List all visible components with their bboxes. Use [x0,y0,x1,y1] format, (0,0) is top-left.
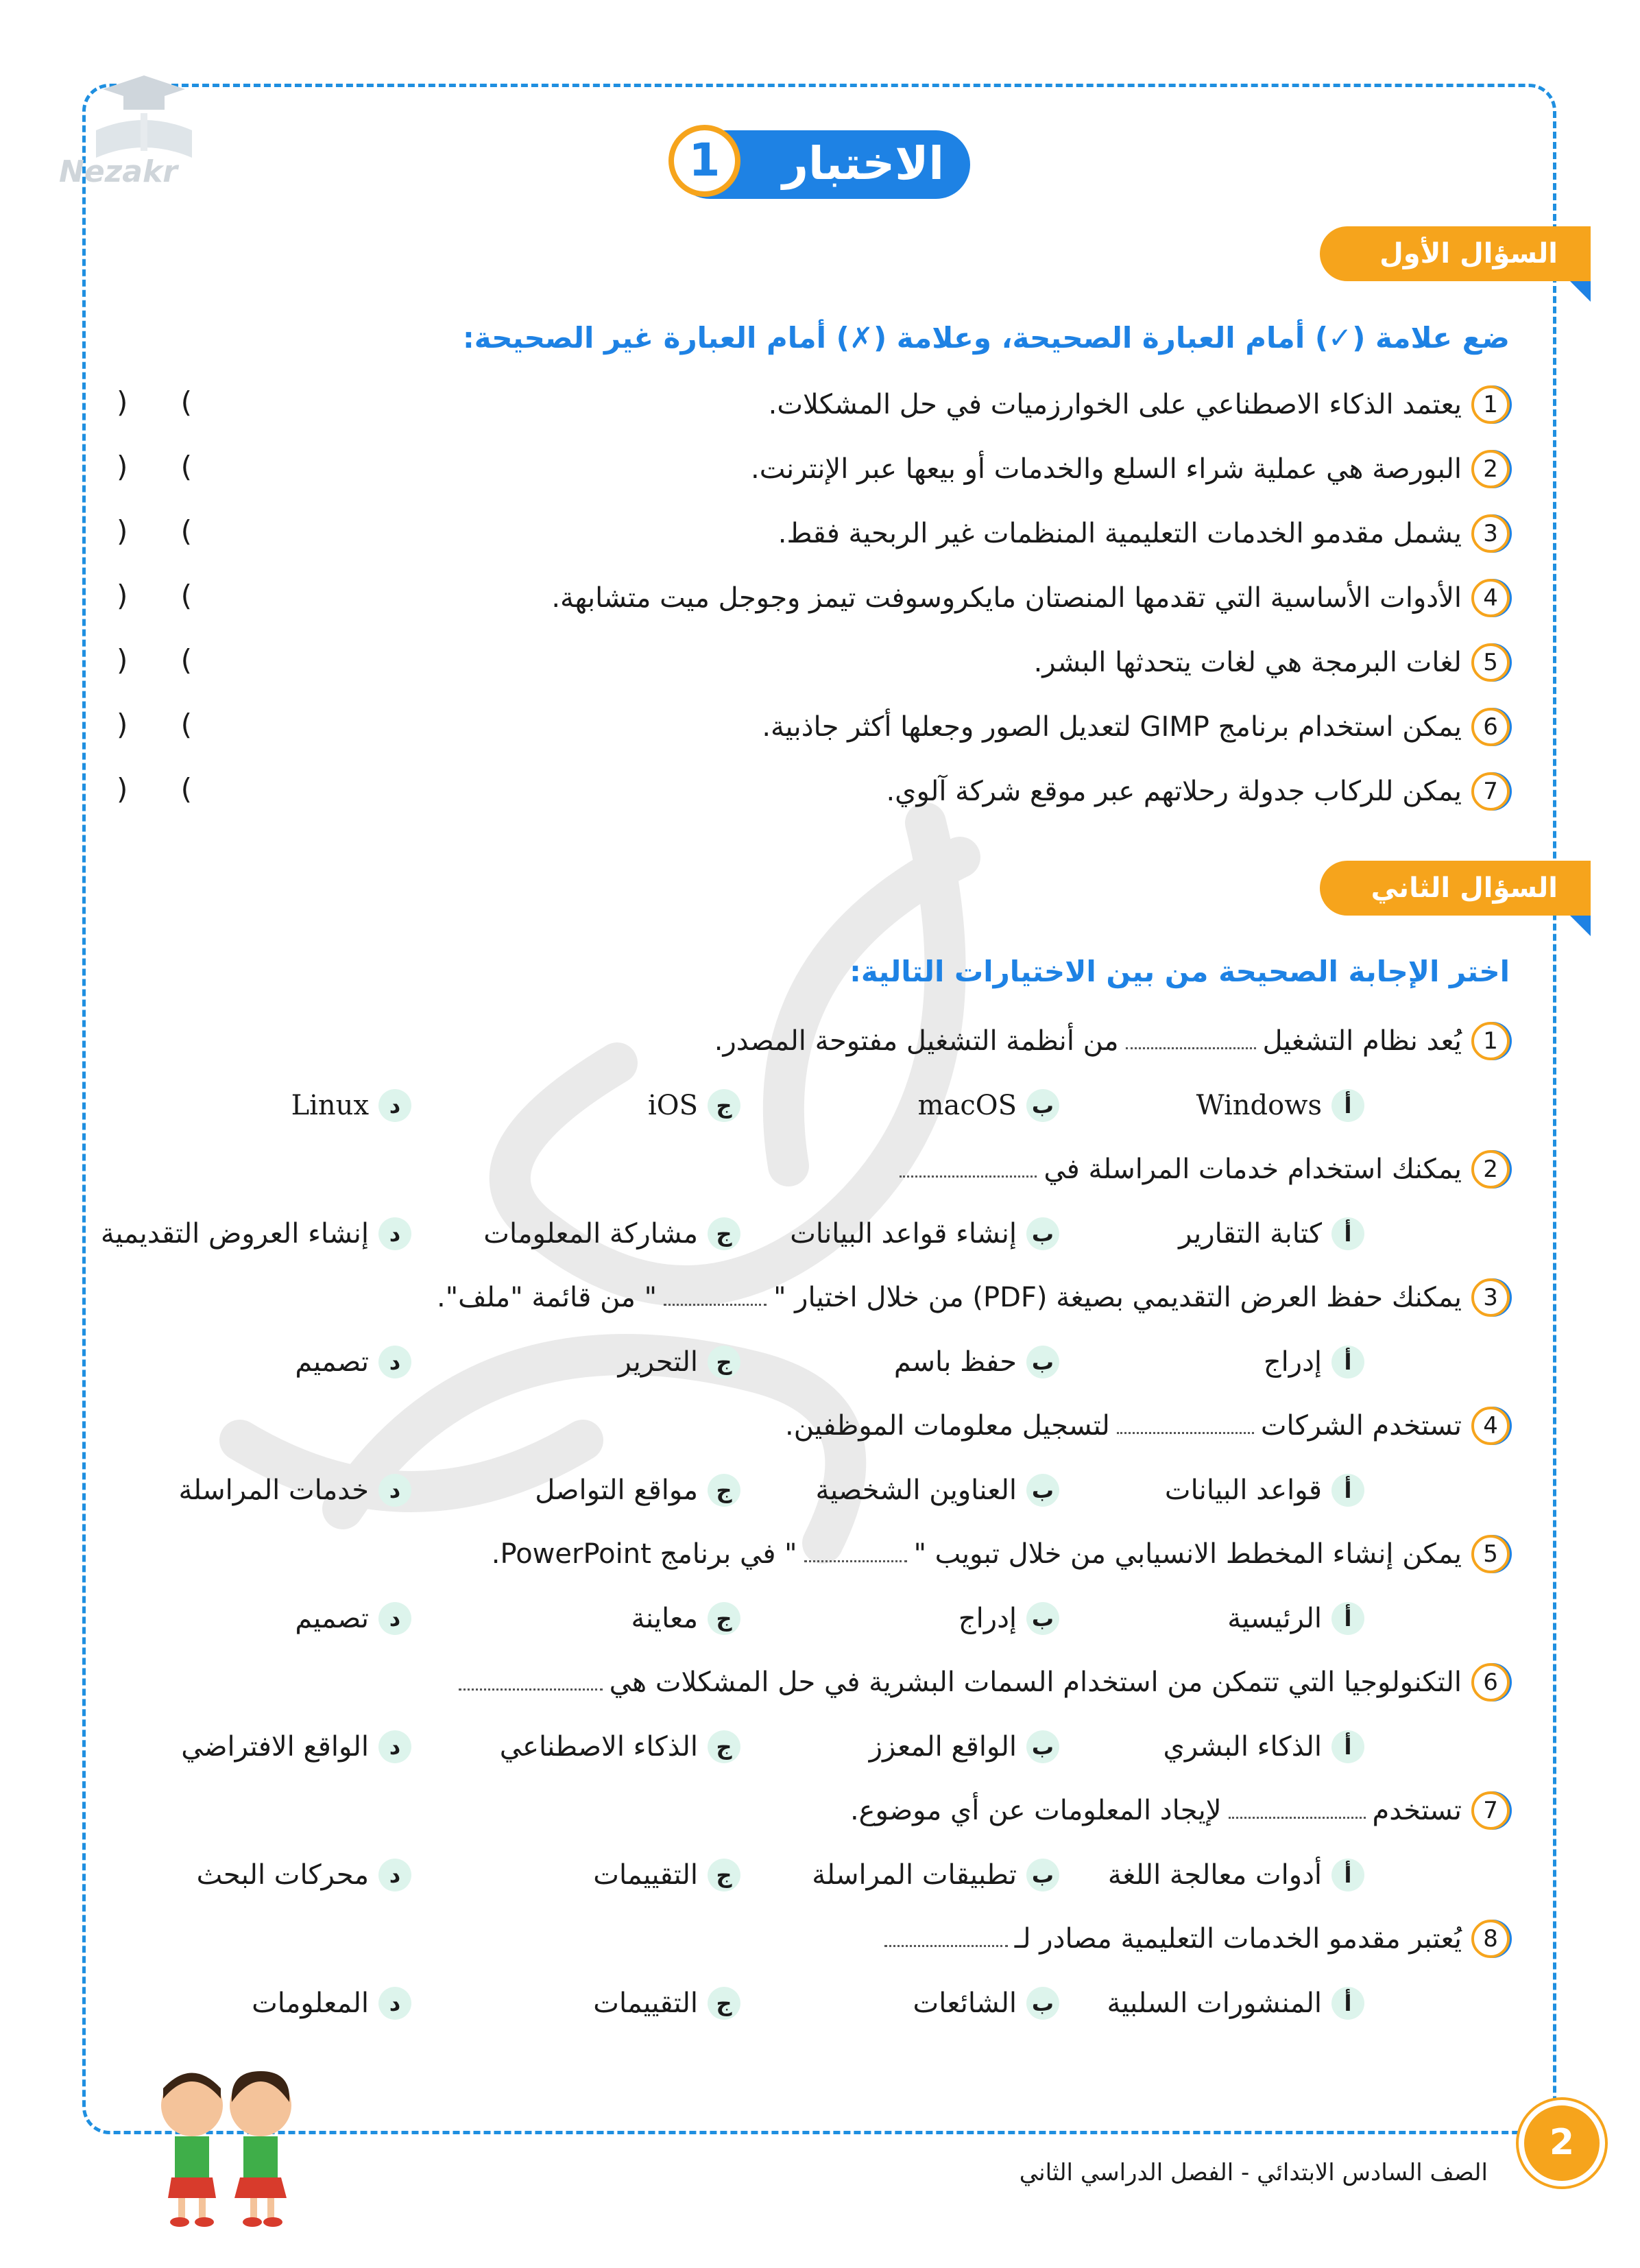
option-text: خدمات المراسلة [178,1475,369,1506]
option-a[interactable] [1196,1085,1364,1126]
tf-statement [751,449,1510,490]
answer-parentheses[interactable] [117,385,192,419]
question-text-after: لتسجيل معلومات الموظفين. [785,1410,1110,1442]
option-b[interactable] [812,1854,1059,1896]
option-letter-badge: أ [1331,1859,1364,1891]
option-b[interactable] [816,1470,1059,1511]
answer-blank[interactable] [1117,1418,1254,1434]
option-letter-badge: أ [1331,1474,1364,1507]
question-number: 7 [1471,1791,1510,1830]
tf-statement [551,577,1510,619]
option-text: مواقع التواصل [535,1475,698,1506]
option-text: الذكاء الاصطناعي [499,1731,698,1763]
answer-parentheses[interactable] [117,772,192,806]
tf-statement [778,513,1510,554]
option-letter-badge: ج [708,1089,740,1122]
option-text: التقييمات [593,1859,698,1891]
option-text: Linux [291,1090,369,1121]
option-text: قواعد البيانات [1164,1475,1322,1506]
paren-close: ) [180,708,192,741]
answer-parentheses[interactable] [117,643,192,677]
mcq-question [878,1918,1510,1959]
answer-blank[interactable] [884,1931,1008,1947]
option-letter-badge: أ [1331,1602,1364,1635]
question-text-before: التكنولوجيا التي تتمكن من استخدام السمات البشرية في حل المشكلات هي [609,1667,1462,1698]
option-a[interactable] [1165,1470,1364,1511]
answer-blank[interactable] [900,1162,1037,1178]
tf-statement [1034,642,1510,683]
statement-text: يمكن استخدام برنامج GIMP لتعديل الصور وجعلها أكثر جاذبية. [762,711,1462,743]
option-letter-badge: أ [1331,1217,1364,1250]
question-text-after: " من قائمة "ملف". [437,1282,658,1313]
answer-blank[interactable] [1229,1803,1366,1819]
option-letter-badge: أ [1331,1987,1364,2020]
paren-open: ( [117,579,128,612]
option-d[interactable] [178,1470,411,1511]
option-text: المنشورات السلبية [1107,1988,1322,2019]
option-text: محركات البحث [196,1859,369,1891]
option-letter-badge: ج [708,1987,740,2020]
option-letter-badge: ب [1026,1217,1059,1250]
option-letter-badge: د [378,1987,411,2020]
option-letter-badge: د [378,1474,411,1507]
option-letter-badge: ب [1026,1730,1059,1763]
statement-number: 7 [1471,772,1510,811]
statement-text: يعتمد الذكاء الاصطناعي على الخوارزميات في حل المشكلات. [768,389,1462,420]
option-c[interactable] [648,1085,740,1126]
option-b[interactable] [918,1085,1059,1126]
option-d[interactable] [252,1983,411,2024]
question-text-before: تستخدم الشركات [1260,1410,1462,1442]
option-text: العناوين الشخصية [815,1475,1017,1506]
option-d[interactable] [295,1598,411,1639]
option-text: الشائعات [913,1988,1017,2019]
tf-statement [886,771,1510,812]
option-letter-badge: د [378,1346,411,1378]
option-b[interactable] [869,1726,1059,1767]
question-text-before: يمكن إنشاء المخطط الانسيابي من خلال تبويب " [913,1538,1462,1570]
option-b[interactable] [790,1213,1059,1254]
answer-blank[interactable] [804,1547,907,1562]
option-c[interactable] [618,1341,740,1383]
question-text-before: يمكنك استخدام خدمات المراسلة في [1044,1154,1462,1185]
answer-parentheses[interactable] [117,579,192,612]
answer-parentheses[interactable] [117,450,192,484]
option-a[interactable] [1163,1726,1364,1767]
option-text: الرئيسية [1227,1603,1322,1634]
section2-heading: السؤال الثاني [1320,861,1591,916]
exam-number: 1 [668,125,740,197]
section1-instruction: ضع علامة (✓) أمام العبارة الصحيحة، وعلامة (✗) أمام العبارة غير الصحيحة: [462,321,1510,355]
statement-number: 2 [1471,450,1510,488]
option-text: حفظ باسم [893,1346,1017,1378]
paren-open: ( [117,450,128,484]
option-a[interactable] [1108,1854,1364,1896]
question-number: 4 [1471,1407,1510,1445]
page-number: 2 [1519,2100,1605,2186]
answer-blank[interactable] [664,1290,767,1306]
option-text: إنشاء العروض التقديمية [100,1218,369,1250]
question-text-before: يُعتبر مقدمو الخدمات التعليمية مصادر لـ [1014,1923,1462,1955]
option-c[interactable] [535,1470,740,1511]
paren-close: ) [180,385,192,419]
option-letter-badge: د [378,1859,411,1891]
question-text-before: تستخدم [1372,1795,1462,1826]
paren-close: ) [180,772,192,806]
paren-close: ) [180,514,192,548]
paren-open: ( [117,772,128,806]
mcq-question [437,1277,1510,1318]
option-text: Windows [1196,1090,1322,1121]
statement-text: يشمل مقدمو الخدمات التعليمية المنظمات غير الربحية فقط. [777,518,1462,549]
statement-text: يمكن للركاب جدولة رحلاتهم عبر موقع شركة آلوي. [886,776,1462,807]
paren-open: ( [117,708,128,741]
mcq-question [492,1533,1510,1575]
statement-number: 1 [1471,385,1510,424]
question-number: 8 [1471,1920,1510,1958]
option-letter-badge: ج [708,1730,740,1763]
answer-blank[interactable] [459,1675,603,1691]
tf-statement [769,384,1510,425]
exam-title [675,130,970,199]
question-text-before: يمكنك حفظ العرض التقديمي بصيغة (PDF) من خلال اختيار " [773,1282,1462,1313]
option-text: كتابة التقارير [1179,1218,1322,1250]
option-b[interactable] [913,1983,1059,2024]
paren-open: ( [117,643,128,677]
option-letter-badge: ج [708,1602,740,1635]
option-letter-badge: ب [1026,1474,1059,1507]
mcq-question [785,1405,1510,1446]
question-number: 2 [1471,1150,1510,1189]
option-text: التحرير [618,1346,698,1378]
question-text-before: يُعد نظام التشغيل [1262,1025,1462,1057]
option-d[interactable] [291,1085,411,1126]
statement-number: 3 [1471,514,1510,553]
option-a[interactable] [1264,1341,1364,1383]
answer-blank[interactable] [1126,1034,1256,1049]
statement-number: 4 [1471,579,1510,617]
answer-parentheses[interactable] [117,514,192,548]
option-text: macOS [917,1090,1017,1121]
option-letter-badge: ب [1026,1602,1059,1635]
paren-open: ( [117,385,128,419]
section2-instruction: اختر الإجابة الصحيحة من بين الاختيارات التالية: [849,955,1510,988]
exam-title-label: الاختبار [782,137,944,190]
logo-text: Nezakr [59,154,178,189]
option-text: الذكاء البشري [1163,1731,1322,1763]
option-text: معاينة [631,1603,698,1634]
option-a[interactable] [1107,1983,1364,2024]
option-a[interactable] [1227,1598,1364,1639]
option-b[interactable] [958,1598,1059,1639]
question-number: 6 [1471,1663,1510,1702]
option-letter-badge: أ [1331,1346,1364,1378]
option-c[interactable] [500,1726,740,1767]
paren-close: ) [180,450,192,484]
question-number: 5 [1471,1535,1510,1573]
section1-heading: السؤال الأول [1320,226,1591,281]
option-letter-badge: ج [708,1346,740,1378]
paren-close: ) [180,579,192,612]
paren-close: ) [180,643,192,677]
option-letter-badge: أ [1331,1730,1364,1763]
option-letter-badge: ج [708,1474,740,1507]
mcq-question [714,1020,1510,1062]
answer-parentheses[interactable] [117,708,192,741]
option-d[interactable] [197,1854,411,1896]
mcq-question [452,1662,1510,1703]
statement-text: البورصة هي عملية شراء السلع والخدمات أو بيعها عبر الإنترنت. [751,453,1462,485]
option-letter-badge: ب [1026,1089,1059,1122]
footer-text: الصف السادس الابتدائي - الفصل الدراسي الثاني [1019,2159,1488,2186]
option-text: إنشاء قواعد البيانات [790,1218,1017,1250]
option-d[interactable] [295,1341,411,1383]
question-text-after: لإيجاد المعلومات عن أي موضوع. [849,1795,1222,1826]
option-letter-badge: د [378,1089,411,1122]
option-text: إدراج [1263,1346,1322,1378]
option-text: iOS [648,1090,698,1121]
statement-text: لغات البرمجة هي لغات يتحدثها البشر. [1033,647,1462,678]
option-text: تصميم [295,1603,369,1634]
option-text: إدراج [958,1603,1017,1634]
kids-mascots [137,2057,315,2229]
option-text: الواقع المعزز [869,1731,1017,1763]
tf-statement [762,706,1510,748]
option-c[interactable] [631,1598,740,1639]
paren-open: ( [117,514,128,548]
option-c[interactable] [593,1983,740,2024]
option-letter-badge: د [378,1730,411,1763]
option-letter-badge: ب [1026,1859,1059,1891]
option-letter-badge: ج [708,1859,740,1891]
option-text: أدوات معالجة اللغة [1107,1859,1322,1891]
option-letter-badge: د [378,1217,411,1250]
option-letter-badge: ج [708,1217,740,1250]
question-text-after: من أنظمة التشغيل مفتوحة المصدر. [714,1025,1119,1057]
option-letter-badge: أ [1331,1089,1364,1122]
question-text-after: " في برنامج PowerPoint. [491,1538,797,1570]
option-text: مشاركة المعلومات [483,1218,698,1250]
option-d[interactable] [101,1213,411,1254]
option-letter-badge: ب [1026,1346,1059,1378]
mcq-question [893,1149,1510,1190]
option-letter-badge: د [378,1602,411,1635]
option-text: الواقع الافتراضي [181,1731,369,1763]
option-text: تطبيقات المراسلة [812,1859,1017,1891]
statement-text: الأدوات الأساسية التي تقدمها المنصتان مايكروسوفت تيمز وجوجل ميت متشابهة. [551,582,1462,614]
option-c[interactable] [593,1854,740,1896]
mcq-question [850,1790,1510,1831]
statement-number: 5 [1471,643,1510,682]
option-c[interactable] [483,1213,740,1254]
option-text: التقييمات [593,1988,698,2019]
statement-number: 6 [1471,708,1510,746]
option-d[interactable] [181,1726,411,1767]
option-text: تصميم [295,1346,369,1378]
question-number: 1 [1471,1022,1510,1060]
option-text: المعلومات [252,1988,369,2019]
option-b[interactable] [894,1341,1059,1383]
question-number: 3 [1471,1278,1510,1317]
option-letter-badge: ب [1026,1987,1059,2020]
option-a[interactable] [1179,1213,1364,1254]
